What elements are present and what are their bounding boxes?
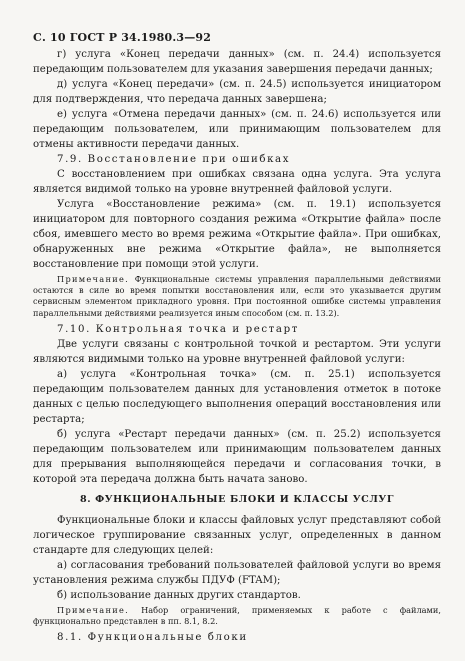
- note-text: Функциональные системы управления параллельными действиями остаются в силе во время попытки восстановления или, если это указывается другим сервисным элементом прикладного уровня. При постоянной ошибке системы управления параллельными действиями реализуется иным способом (см. п. 13.2).: [33, 274, 441, 318]
- paragraph: б) услуга «Рестарт передачи данных» (см. п. 25.2) используется передающим пользователем или принимающим пользователем данных для прерывания выполняющейся передачи и согласования точки, в которой эта передача должна быть начата заново.: [33, 428, 441, 485]
- paragraph: а) согласования требований пользователей файловой услуги во время установления режима службы ПДУФ (FTAM);: [33, 559, 441, 586]
- chapter-heading-8: 8. ФУНКЦИОНАЛЬНЫЕ БЛОКИ И КЛАССЫ УСЛУГ: [79, 493, 395, 505]
- paragraph: С восстановлением при ошибках связана одна услуга. Эта услуга является видимой только на уровне внутренней файловой услуги.: [33, 169, 441, 195]
- paragraph: б) использование данных других стандартов.: [57, 589, 301, 601]
- section-heading-8-1: 8.1. Функциональные блоки: [57, 632, 248, 644]
- paragraph: е) услуга «Отмена передачи данных» (см. п. 24.6) используется или передающим пользователем, или принимающим пользователем для отмены активности передачи данных.: [33, 109, 441, 150]
- note-text: Набор ограничений, применяемых к работе с файлами, функционально представлен в пп. 8.1, 8.2.: [33, 604, 441, 627]
- note-label: Примечание.: [57, 604, 130, 615]
- paragraph: д) услуга «Конец передачи» (см. п. 24.5) используется инициатором для подтверждения, что передача данных завершена;: [33, 79, 441, 105]
- section-heading-7-10: 7.10. Контрольная точка и рестарт: [57, 323, 299, 335]
- section-heading-7-9: 7.9. Восстановление при ошибках: [57, 154, 291, 165]
- document-body: [33, 47, 441, 645]
- paragraph: г) услуга «Конец передачи данных» (см. п. 24.4) используется передающим пользователем для указания завершения передачи данных;: [33, 49, 441, 75]
- paragraph: Функциональные блоки и классы файловых услуг представляют собой логическое группирование связанных услуг, определенных в данном стандарте для следующих целей:: [33, 514, 441, 556]
- note: [33, 605, 441, 627]
- page-header: С. 10 ГОСТ Р 34.1980.3—92: [33, 31, 212, 44]
- note-label: Примечание.: [57, 274, 130, 284]
- paragraph: а) услуга «Контрольная точка» (см. п. 25.1) используется передающим пользователем данных для установления отметок в потоке данных с целью последующего выполнения операций восстановления или рестарта;: [33, 368, 441, 425]
- paragraph: Услуга «Восстановление режима» (см. п. 19.1) используется инициатором для повторного создания режима «Открытие файла» после сбоя, имевшего место во время режима «Открытие файла». При ошибках, обнаруженных вне режима «Открытие файла», не выполняется восстановление при помощи этой услуги.: [33, 199, 441, 270]
- note: [33, 274, 441, 319]
- paragraph: Две услуги связаны с контрольной точкой и рестартом. Эти услуги являются видимыми только на уровне внутренней файловой услуги:: [33, 338, 441, 365]
